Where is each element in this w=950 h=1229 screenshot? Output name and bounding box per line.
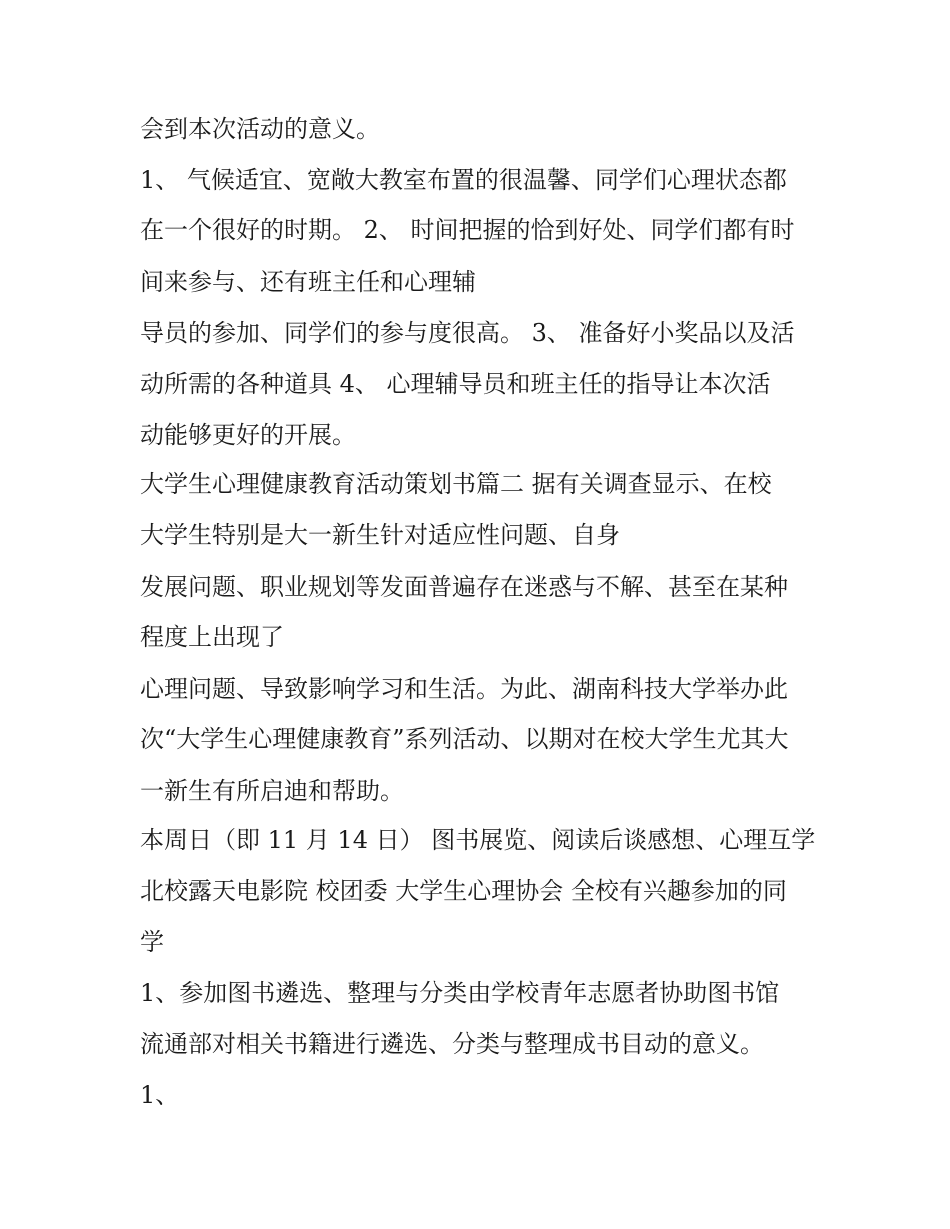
text-line: 导员的参加、同学们的参与度很高。 3、 准备好小奖品以及活 <box>140 319 795 347</box>
text-line: 在一个很好的时期。 2、 时间把握的恰到好处、同学们都有时 <box>140 216 795 244</box>
text-line: 动所需的各种道具 4、 心理辅导员和班主任的指导让本次活 <box>140 370 771 398</box>
text-line: 1、参加图书遴选、整理与分类由学校青年志愿者协助图书馆 <box>140 979 780 1007</box>
text-line: 程度上出现了 <box>140 623 284 651</box>
text-line: 动能够更好的开展。 <box>140 421 356 449</box>
text-line: 本周日（即 11 月 14 日） 图书展览、阅读后谈感想、心理互学 <box>140 826 816 854</box>
text-line: 大学生特别是大一新生针对适应性问题、自身 <box>140 521 620 549</box>
text-line: 间来参与、还有班主任和心理辅 <box>140 268 476 296</box>
text-line: 发展问题、职业规划等发面普遍存在迷惑与不解、甚至在某种 <box>140 573 788 601</box>
text-line: 大学生心理健康教育活动策划书篇二 据有关调查显示、在校 <box>140 470 772 498</box>
text-line: 会到本次活动的意义。 <box>140 115 380 143</box>
text-line: 1、 <box>140 1081 180 1109</box>
text-line: 流通部对相关书籍进行遴选、分类与整理成书目动的意义。 <box>140 1030 764 1058</box>
text-line: 心理问题、导致影响学习和生活。为此、湖南科技大学举办此 <box>140 675 788 703</box>
text-line: 北校露天电影院 校团委 大学生心理协会 全校有兴趣参加的同 <box>140 877 787 905</box>
text-line: 1、 气候适宜、宽敞大教室布置的很温馨、同学们心理状态都 <box>140 166 787 194</box>
text-line: 学 <box>140 928 164 956</box>
text-line: 次“大学生心理健康教育”系列活动、以期对在校大学生尤其大 <box>140 725 789 753</box>
text-line: 一新生有所启迪和帮助。 <box>140 777 404 805</box>
